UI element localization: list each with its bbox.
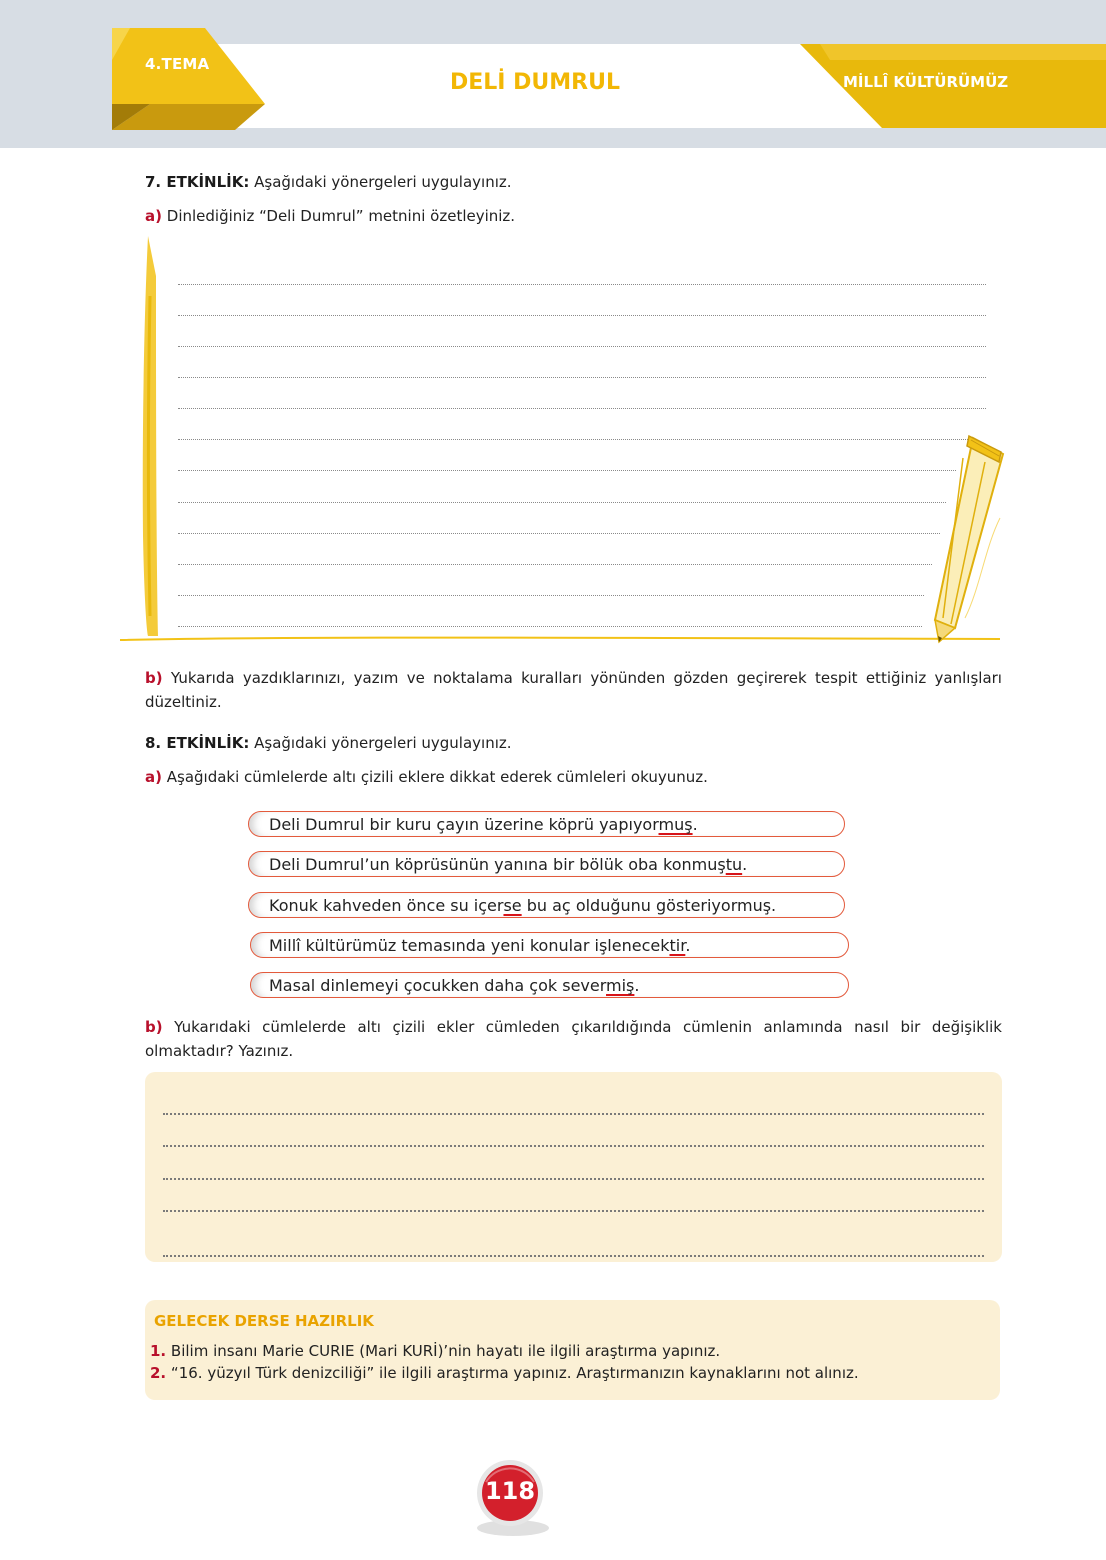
answer-line[interactable]	[163, 1210, 984, 1212]
writing-line[interactable]	[178, 284, 986, 285]
activity7-instruction: Aşağıdaki yönergeleri uygulayınız.	[254, 173, 512, 191]
writing-line[interactable]	[178, 470, 956, 471]
activity8-heading	[145, 731, 512, 755]
writing-line[interactable]	[178, 626, 922, 627]
writing-line[interactable]	[178, 564, 932, 565]
activity7-a-text: Dinlediğiniz “Deli Dumrul” metnini özetleyiniz.	[166, 207, 516, 225]
preparation-title: GELECEK DERSE HAZIRLIK	[154, 1312, 374, 1330]
activity7-b-label: b)	[145, 669, 163, 687]
underlined-suffix: muş	[658, 815, 693, 834]
activity8-a-label: a)	[145, 768, 162, 786]
activity7-title: 7. ETKİNLİK:	[145, 173, 250, 191]
section-label: MİLLÎ KÜLTÜRÜMÜZ	[843, 73, 1009, 91]
activity7-a	[145, 204, 515, 228]
sentence-text: Masal dinlemeyi çocukken daha çok severmiş.	[269, 976, 640, 995]
writing-line[interactable]	[178, 502, 946, 503]
preparation-item: 2. “16. yüzyıl Türk denizciliği” ile ilgili araştırma yapınız. Araştırmanızın kaynaklarını not alınız.	[150, 1364, 859, 1382]
activity8-a-text: Aşağıdaki cümlelerde altı çizili eklere dikkat ederek cümleleri okuyunuz.	[166, 768, 708, 786]
underlined-suffix: miş	[606, 976, 635, 995]
activity7-heading	[145, 170, 512, 194]
page-title: DELİ DUMRUL	[450, 70, 620, 95]
activity7-b-text: Yukarıda yazdıklarınızı, yazım ve noktalama kuralları yönünden gözden geçirerek tespit ettiğiniz yanlışları düzeltiniz.	[145, 669, 1002, 711]
activity8-instruction: Aşağıdaki yönergeleri uygulayınız.	[254, 734, 512, 752]
writing-line[interactable]	[178, 408, 986, 409]
underlined-suffix: tu	[725, 855, 743, 874]
page-number: 118	[484, 1477, 536, 1505]
sentence-text: Deli Dumrul’un köprüsünün yanına bir bölük oba konmuştu.	[269, 855, 748, 874]
writing-line[interactable]	[178, 377, 986, 378]
sentence-text: Deli Dumrul bir kuru çayın üzerine köprü yapıyormuş.	[269, 815, 698, 834]
answer-box	[145, 1072, 1002, 1262]
writing-line[interactable]	[178, 439, 968, 440]
activity8-b-label: b)	[145, 1018, 163, 1036]
answer-line[interactable]	[163, 1145, 984, 1147]
writing-line[interactable]	[178, 315, 986, 316]
answer-line[interactable]	[163, 1178, 984, 1180]
sentence-text: Konuk kahveden önce su içerse bu aç olduğunu gösteriyormuş.	[269, 896, 777, 915]
activity8-title: 8. ETKİNLİK:	[145, 734, 250, 752]
underlined-suffix: se	[503, 896, 522, 915]
writing-line[interactable]	[178, 533, 940, 534]
activity8-a	[145, 765, 708, 789]
writing-line[interactable]	[178, 595, 924, 596]
answer-line[interactable]	[163, 1113, 984, 1115]
activity7-b	[145, 666, 1002, 714]
pencil-icon	[925, 428, 1010, 648]
activity8-b-text: Yukarıdaki cümlelerde altı çizili ekler cümleden çıkarıldığında cümlenin anlamında nasıl bir değişiklik olmaktadır? Yazınız.	[145, 1018, 1002, 1060]
sentence-text: Millî kültürümüz temasında yeni konular işlenecektir.	[269, 936, 691, 955]
activity7-a-label: a)	[145, 207, 162, 225]
preparation-item: 1. Bilim insanı Marie CURIE (Mari KURİ)’nin hayatı ile ilgili araştırma yapınız.	[150, 1342, 721, 1360]
writing-line[interactable]	[178, 346, 986, 347]
answer-line[interactable]	[163, 1255, 984, 1257]
writing-area-frame	[120, 236, 1010, 648]
theme-label: 4.TEMA	[145, 55, 210, 73]
activity8-b	[145, 1015, 1002, 1063]
underlined-suffix: tir	[669, 936, 686, 955]
